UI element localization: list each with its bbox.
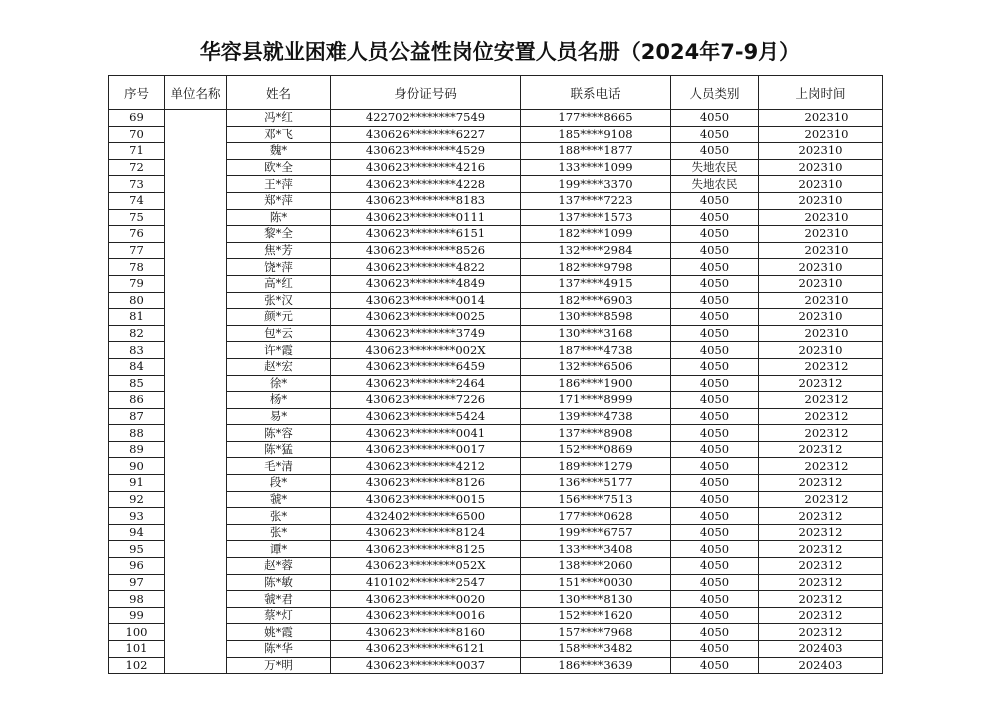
cell-start-time: 202310: [759, 242, 883, 259]
cell-id-number: 430623********052X: [331, 558, 521, 575]
cell-name: 张*: [227, 508, 331, 525]
cell-id-number: 430623********0014: [331, 292, 521, 309]
cell-id-number: 430623********8124: [331, 524, 521, 541]
cell-id-number: 430623********0020: [331, 591, 521, 608]
cell-name: 许*霞: [227, 342, 331, 359]
cell-category: 失地农民: [671, 159, 759, 176]
header-phone: 联系电话: [521, 76, 671, 110]
cell-serial-no: 90: [109, 458, 165, 475]
header-unit-name: 单位名称: [165, 76, 227, 110]
cell-id-number: 430623********002X: [331, 342, 521, 359]
cell-category: 4050: [671, 624, 759, 641]
header-name: 姓名: [227, 76, 331, 110]
cell-name: 陈*猛: [227, 441, 331, 458]
cell-name: 姚*霞: [227, 624, 331, 641]
cell-serial-no: 101: [109, 641, 165, 658]
cell-id-number: 430623********4529: [331, 143, 521, 160]
cell-name: 易*: [227, 408, 331, 425]
table-row: [109, 110, 883, 127]
cell-name: 郑*萍: [227, 192, 331, 209]
cell-name: 毛*清: [227, 458, 331, 475]
cell-serial-no: 77: [109, 242, 165, 259]
cell-start-time: 202312: [759, 458, 883, 475]
cell-serial-no: 70: [109, 126, 165, 143]
cell-serial-no: 69: [109, 110, 165, 127]
cell-category: 4050: [671, 259, 759, 276]
cell-name: 万*明: [227, 657, 331, 674]
cell-phone: 130****8130: [521, 591, 671, 608]
cell-id-number: 430623********4216: [331, 159, 521, 176]
cell-start-time: 202312: [759, 475, 883, 492]
cell-start-time: 202310: [759, 259, 883, 276]
cell-category: 4050: [671, 292, 759, 309]
cell-start-time: 202312: [759, 358, 883, 375]
cell-id-number: 430623********0016: [331, 607, 521, 624]
cell-category: 4050: [671, 641, 759, 658]
cell-id-number: 430623********8526: [331, 242, 521, 259]
cell-name: 赵*蓉: [227, 558, 331, 575]
cell-serial-no: 80: [109, 292, 165, 309]
cell-category: 4050: [671, 591, 759, 608]
header-serial-no: 序号: [109, 76, 165, 110]
cell-phone: 199****3370: [521, 176, 671, 193]
cell-id-number: 430623********0037: [331, 657, 521, 674]
cell-name: 王*萍: [227, 176, 331, 193]
cell-phone: 133****1099: [521, 159, 671, 176]
cell-phone: 152****1620: [521, 607, 671, 624]
cell-id-number: 430623********0025: [331, 309, 521, 326]
cell-category: 失地农民: [671, 176, 759, 193]
cell-serial-no: 97: [109, 574, 165, 591]
cell-serial-no: 82: [109, 325, 165, 342]
cell-category: 4050: [671, 275, 759, 292]
cell-id-number: 430623********4228: [331, 176, 521, 193]
cell-name: 陈*容: [227, 425, 331, 442]
cell-serial-no: 78: [109, 259, 165, 276]
cell-phone: 132****2984: [521, 242, 671, 259]
cell-id-number: 430623********0111: [331, 209, 521, 226]
cell-category: 4050: [671, 475, 759, 492]
cell-serial-no: 91: [109, 475, 165, 492]
cell-phone: 187****4738: [521, 342, 671, 359]
cell-phone: 137****4915: [521, 275, 671, 292]
cell-id-number: 430623********8125: [331, 541, 521, 558]
cell-start-time: 202310: [759, 209, 883, 226]
cell-phone: 133****3408: [521, 541, 671, 558]
cell-category: 4050: [671, 657, 759, 674]
cell-serial-no: 94: [109, 524, 165, 541]
cell-start-time: 202310: [759, 159, 883, 176]
cell-start-time: 202310: [759, 342, 883, 359]
header-row: [109, 76, 883, 110]
cell-phone: 158****3482: [521, 641, 671, 658]
cell-phone: 138****2060: [521, 558, 671, 575]
cell-category: 4050: [671, 358, 759, 375]
cell-id-number: 422702********7549: [331, 110, 521, 127]
cell-serial-no: 89: [109, 441, 165, 458]
cell-phone: 186****1900: [521, 375, 671, 392]
cell-category: 4050: [671, 491, 759, 508]
cell-start-time: 202403: [759, 657, 883, 674]
cell-phone: 137****7223: [521, 192, 671, 209]
header-start-time: 上岗时间: [759, 76, 883, 110]
cell-name: 谭*: [227, 541, 331, 558]
cell-name: 虢*君: [227, 591, 331, 608]
cell-category: 4050: [671, 392, 759, 409]
cell-phone: 177****8665: [521, 110, 671, 127]
cell-serial-no: 85: [109, 375, 165, 392]
cell-phone: 151****0030: [521, 574, 671, 591]
roster-table: [108, 75, 883, 674]
cell-serial-no: 81: [109, 309, 165, 326]
cell-start-time: 202310: [759, 275, 883, 292]
cell-serial-no: 92: [109, 491, 165, 508]
cell-phone: 130****8598: [521, 309, 671, 326]
cell-category: 4050: [671, 458, 759, 475]
cell-category: 4050: [671, 325, 759, 342]
cell-serial-no: 83: [109, 342, 165, 359]
cell-serial-no: 71: [109, 143, 165, 160]
cell-unit-name-merged: [165, 110, 227, 674]
cell-start-time: 202312: [759, 425, 883, 442]
roster-body: [109, 110, 883, 674]
cell-serial-no: 84: [109, 358, 165, 375]
cell-start-time: 202312: [759, 508, 883, 525]
cell-name: 陈*: [227, 209, 331, 226]
cell-serial-no: 87: [109, 408, 165, 425]
cell-serial-no: 74: [109, 192, 165, 209]
cell-id-number: 430623********3749: [331, 325, 521, 342]
cell-id-number: 430623********8160: [331, 624, 521, 641]
cell-phone: 189****1279: [521, 458, 671, 475]
cell-serial-no: 93: [109, 508, 165, 525]
cell-name: 陈*华: [227, 641, 331, 658]
cell-name: 焦*芳: [227, 242, 331, 259]
cell-start-time: 202312: [759, 524, 883, 541]
cell-name: 饶*萍: [227, 259, 331, 276]
cell-category: 4050: [671, 342, 759, 359]
cell-start-time: 202312: [759, 441, 883, 458]
cell-phone: 156****7513: [521, 491, 671, 508]
cell-name: 杨*: [227, 392, 331, 409]
cell-serial-no: 100: [109, 624, 165, 641]
cell-id-number: 430623********0041: [331, 425, 521, 442]
cell-id-number: 430623********6459: [331, 358, 521, 375]
cell-category: 4050: [671, 242, 759, 259]
cell-name: 包*云: [227, 325, 331, 342]
cell-serial-no: 73: [109, 176, 165, 193]
cell-id-number: 430623********2464: [331, 375, 521, 392]
cell-category: 4050: [671, 126, 759, 143]
cell-phone: 182****6903: [521, 292, 671, 309]
cell-id-number: 432402********6500: [331, 508, 521, 525]
cell-serial-no: 98: [109, 591, 165, 608]
cell-id-number: 430626********6227: [331, 126, 521, 143]
cell-category: 4050: [671, 541, 759, 558]
cell-start-time: 202312: [759, 408, 883, 425]
cell-serial-no: 96: [109, 558, 165, 575]
cell-start-time: 202403: [759, 641, 883, 658]
cell-start-time: 202310: [759, 176, 883, 193]
cell-name: 黎*全: [227, 226, 331, 243]
cell-category: 4050: [671, 574, 759, 591]
cell-category: 4050: [671, 408, 759, 425]
cell-category: 4050: [671, 309, 759, 326]
cell-id-number: 430623********6151: [331, 226, 521, 243]
cell-phone: 137****1573: [521, 209, 671, 226]
cell-id-number: 430623********5424: [331, 408, 521, 425]
header-id-number: 身份证号码: [331, 76, 521, 110]
cell-name: 虢*: [227, 491, 331, 508]
cell-start-time: 202310: [759, 309, 883, 326]
cell-category: 4050: [671, 441, 759, 458]
cell-phone: 171****8999: [521, 392, 671, 409]
cell-serial-no: 102: [109, 657, 165, 674]
page-title: 华容县就业困难人员公益性岗位安置人员名册（2024年7-9月）: [199, 40, 801, 64]
cell-serial-no: 95: [109, 541, 165, 558]
cell-category: 4050: [671, 524, 759, 541]
cell-start-time: 202312: [759, 375, 883, 392]
cell-phone: 182****1099: [521, 226, 671, 243]
cell-name: 段*: [227, 475, 331, 492]
cell-phone: 132****6506: [521, 358, 671, 375]
cell-category: 4050: [671, 425, 759, 442]
cell-phone: 199****6757: [521, 524, 671, 541]
cell-name: 张*: [227, 524, 331, 541]
cell-start-time: 202310: [759, 226, 883, 243]
cell-name: 张*汉: [227, 292, 331, 309]
cell-category: 4050: [671, 226, 759, 243]
cell-id-number: 430623********4212: [331, 458, 521, 475]
cell-id-number: 430623********6121: [331, 641, 521, 658]
cell-start-time: 202312: [759, 574, 883, 591]
cell-serial-no: 76: [109, 226, 165, 243]
cell-phone: 177****0628: [521, 508, 671, 525]
cell-id-number: 430623********7226: [331, 392, 521, 409]
cell-name: 冯*红: [227, 110, 331, 127]
cell-start-time: 202312: [759, 491, 883, 508]
cell-start-time: 202310: [759, 126, 883, 143]
cell-name: 欧*全: [227, 159, 331, 176]
cell-category: 4050: [671, 508, 759, 525]
cell-serial-no: 75: [109, 209, 165, 226]
cell-start-time: 202310: [759, 110, 883, 127]
cell-phone: 136****5177: [521, 475, 671, 492]
cell-category: 4050: [671, 558, 759, 575]
cell-start-time: 202310: [759, 143, 883, 160]
cell-id-number: 430623********8183: [331, 192, 521, 209]
cell-category: 4050: [671, 607, 759, 624]
cell-start-time: 202310: [759, 292, 883, 309]
cell-phone: 137****8908: [521, 425, 671, 442]
cell-start-time: 202312: [759, 607, 883, 624]
cell-serial-no: 72: [109, 159, 165, 176]
cell-phone: 188****1877: [521, 143, 671, 160]
cell-start-time: 202312: [759, 541, 883, 558]
cell-name: 陈*敏: [227, 574, 331, 591]
cell-serial-no: 99: [109, 607, 165, 624]
cell-category: 4050: [671, 375, 759, 392]
cell-phone: 130****3168: [521, 325, 671, 342]
cell-id-number: 430623********8126: [331, 475, 521, 492]
cell-phone: 182****9798: [521, 259, 671, 276]
cell-category: 4050: [671, 143, 759, 160]
cell-category: 4050: [671, 110, 759, 127]
cell-start-time: 202310: [759, 325, 883, 342]
cell-name: 高*红: [227, 275, 331, 292]
cell-start-time: 202312: [759, 624, 883, 641]
cell-phone: 152****0869: [521, 441, 671, 458]
cell-start-time: 202312: [759, 558, 883, 575]
cell-id-number: 410102********2547: [331, 574, 521, 591]
cell-category: 4050: [671, 192, 759, 209]
cell-serial-no: 86: [109, 392, 165, 409]
cell-phone: 186****3639: [521, 657, 671, 674]
cell-id-number: 430623********4822: [331, 259, 521, 276]
cell-name: 邓*飞: [227, 126, 331, 143]
cell-phone: 185****9108: [521, 126, 671, 143]
cell-category: 4050: [671, 209, 759, 226]
cell-id-number: 430623********4849: [331, 275, 521, 292]
cell-id-number: 430623********0017: [331, 441, 521, 458]
cell-start-time: 202312: [759, 392, 883, 409]
cell-name: 徐*: [227, 375, 331, 392]
header-category: 人员类别: [671, 76, 759, 110]
cell-name: 魏*: [227, 143, 331, 160]
cell-name: 蔡*灯: [227, 607, 331, 624]
cell-start-time: 202310: [759, 192, 883, 209]
cell-serial-no: 79: [109, 275, 165, 292]
cell-phone: 139****4738: [521, 408, 671, 425]
cell-serial-no: 88: [109, 425, 165, 442]
cell-name: 颜*元: [227, 309, 331, 326]
cell-id-number: 430623********0015: [331, 491, 521, 508]
cell-name: 赵*宏: [227, 358, 331, 375]
cell-start-time: 202312: [759, 591, 883, 608]
cell-phone: 157****7968: [521, 624, 671, 641]
